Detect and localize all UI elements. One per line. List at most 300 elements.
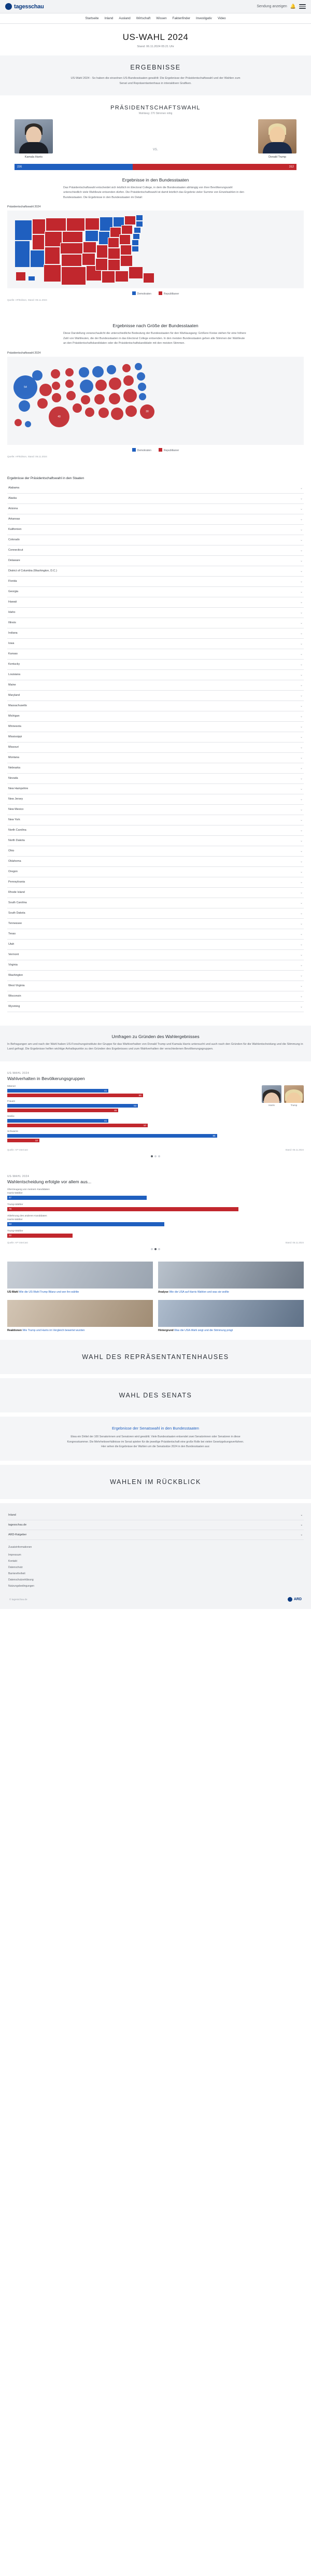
poll2-title: Wahlentscheidung erfolgte vor allem aus... <box>7 1179 92 1184</box>
poll-bar-dem <box>7 1089 108 1093</box>
electoral-vote-bar <box>15 164 296 170</box>
poll2-row-label: Harris-Wähler <box>7 1192 23 1195</box>
nav-item-0[interactable]: Startseite <box>85 17 99 20</box>
state-accordion-item[interactable] <box>7 525 304 535</box>
state-accordion-item[interactable] <box>7 597 304 608</box>
poll-group <box>7 1130 254 1142</box>
vs-label: vs. <box>152 147 159 151</box>
state-name: Arizona <box>8 507 18 511</box>
chevron-down-icon[interactable]: ⌄ <box>300 590 303 594</box>
state-name: Kalifornien <box>8 528 22 531</box>
chevron-down-icon[interactable]: ⌄ <box>300 839 303 843</box>
poll2-bar-rep <box>7 1234 73 1238</box>
chevron-down-icon[interactable]: ⌄ <box>300 507 303 511</box>
footer-item-label: tagesschau.de <box>8 1523 27 1527</box>
state-results-list <box>0 471 311 1021</box>
state-name: Michigan <box>8 715 20 718</box>
state-accordion-item[interactable] <box>7 867 304 877</box>
footer-item[interactable] <box>7 1520 304 1530</box>
state-accordion-item[interactable] <box>7 971 304 981</box>
review-section <box>0 1465 311 1499</box>
state-name: Mississippi <box>8 735 22 739</box>
poll1-source: Quelle: AP VoteCast <box>7 1148 28 1151</box>
footer-sublink[interactable]: Impressum <box>8 1553 21 1557</box>
state-name: Maryland <box>8 694 20 697</box>
state-accordion-item[interactable] <box>7 857 304 867</box>
copyright: © tagesschau.de <box>9 1598 27 1601</box>
map2-source: Quelle: AP/Edison, Stand: 06.11.2024 <box>7 455 47 458</box>
poll-group-label: Männer <box>7 1085 16 1088</box>
chevron-down-icon[interactable]: ⌄ <box>300 932 303 936</box>
nav-item-3[interactable]: Wirtschaft <box>136 17 151 20</box>
teaser-lead: Hintergrund <box>158 1328 174 1332</box>
map1-caption: Präsidentschaftswahl 2024 <box>7 205 41 209</box>
poll2-row <box>7 1192 304 1200</box>
chevron-down-icon[interactable]: ⌄ <box>300 891 303 894</box>
ard-circle-icon <box>288 1597 292 1602</box>
chevron-down-icon[interactable]: ⌄ <box>300 549 303 552</box>
chevron-down-icon[interactable]: ⌄ <box>300 777 303 780</box>
house-title: WAHL DES REPRÄSENTANTENHAUSES <box>82 1353 229 1361</box>
state-name: Colorado <box>8 538 20 542</box>
ard-label: ARD <box>293 1598 302 1602</box>
chevron-down-icon[interactable]: ⌄ <box>300 683 303 687</box>
teaser-text: Wie die US-Wahl Trump Bilanz und wer ihn wählte <box>18 1290 79 1294</box>
state-name: New York <box>8 818 20 822</box>
state-name: Ohio <box>8 849 15 853</box>
footer-item[interactable] <box>7 1510 304 1520</box>
senate-note-text: Etwa ein Drittel der 100 Senatorinnen und Senatoren wird gewählt. Viele Bundesstaaten entsendet zwei Senatorinnen oder Senatoren in diese Kongresskammer. Die Mehrheitsverhältnisse im Senat spielen für die jeweilige Präsidentschaft eine große Rolle bei vielen Gesetzgebungsverfahren. Hier sehen die Ergebnisse der Wahlen um die Senatssitze 2024 in den Bundesstaaten aus: <box>67 1435 244 1449</box>
state-accordion-item[interactable] <box>7 815 304 825</box>
teaser-thumbnail <box>158 1300 304 1327</box>
footer-links[interactable] <box>7 1510 304 1540</box>
state-accordion-item[interactable] <box>7 1002 304 1012</box>
footer-item-label: Inland <box>8 1514 16 1517</box>
house-section <box>0 1340 311 1374</box>
chevron-down-icon[interactable]: ⌄ <box>300 756 303 760</box>
poll-bar-value: 13 <box>35 1139 38 1142</box>
poll1-dot-2[interactable] <box>154 1155 157 1157</box>
state-name: Idaho <box>8 611 16 614</box>
state-name: Minnesota <box>8 725 21 729</box>
poll2-bar-value: 47 <box>9 1196 12 1199</box>
state-name: Vermont <box>8 953 19 957</box>
state-name: Iowa <box>8 642 15 646</box>
teaser-lead: Reaktionen <box>7 1328 22 1332</box>
poll2-row-label: Harris-Wähler <box>7 1218 23 1221</box>
state-accordion-item[interactable] <box>7 888 304 898</box>
state-accordion-item[interactable] <box>7 535 304 545</box>
state-name: Maine <box>8 683 16 687</box>
poll-bar-dem <box>7 1119 108 1123</box>
state-name: Connecticut <box>8 549 23 552</box>
bell-icon[interactable]: 🔔 <box>290 4 296 9</box>
state-accordion-item[interactable] <box>7 608 304 618</box>
footer-sublink[interactable]: Datenschutz <box>8 1566 23 1570</box>
chevron-down-icon[interactable]: ⌄ <box>300 880 303 884</box>
chevron-down-icon[interactable]: ⌄ <box>300 787 303 791</box>
state-accordion-item[interactable] <box>7 836 304 846</box>
poll1-bar-groups <box>7 1085 254 1145</box>
poll-bar-value: 55 <box>138 1094 142 1097</box>
poll1-pagination[interactable] <box>7 1155 304 1157</box>
senate-note-title: Ergebnisse der Senatswahl in den Bundesstaaten <box>111 1426 200 1431</box>
teaser-title[interactable] <box>158 1329 304 1333</box>
bubble-map-section <box>0 315 311 467</box>
state-name: Delaware <box>8 559 20 563</box>
state-name: North Dakota <box>8 839 25 843</box>
state-name: Washington <box>8 974 23 977</box>
trump-name: Donald Trump <box>268 156 286 159</box>
state-name: Nevada <box>8 777 18 780</box>
state-name: New Jersey <box>8 797 23 801</box>
chevron-down-icon[interactable]: ⌄ <box>300 673 303 677</box>
senate-note <box>0 1417 311 1461</box>
footer-sublink[interactable]: Barrierefreiheit <box>8 1572 25 1576</box>
poll-group <box>7 1115 254 1127</box>
poll2-dot-3[interactable] <box>158 1248 160 1250</box>
poll-card-motivation <box>0 1169 311 1257</box>
poll-bar-value: 53 <box>134 1104 137 1107</box>
harris-name: Kamala Harris <box>24 156 43 159</box>
state-accordion-item[interactable] <box>7 680 304 691</box>
state-accordion-item[interactable] <box>7 587 304 597</box>
chevron-down-icon[interactable]: ⌄ <box>300 497 303 500</box>
poll2-bar-rep <box>7 1207 238 1211</box>
poll2-row <box>7 1230 304 1238</box>
state-accordion-item[interactable] <box>7 556 304 566</box>
state-accordion-item[interactable] <box>7 753 304 763</box>
poll1-head-harris <box>262 1085 281 1145</box>
state-accordion-item[interactable] <box>7 618 304 628</box>
chevron-down-icon[interactable]: ⌄ <box>300 963 303 967</box>
state-accordion-item[interactable] <box>7 514 304 525</box>
poll-group-label: Frauen <box>7 1100 16 1103</box>
state-accordion-item[interactable] <box>7 660 304 670</box>
state-name: Kentucky <box>8 663 20 666</box>
results-section <box>0 55 311 95</box>
state-accordion-item[interactable] <box>7 504 304 514</box>
state-name: Louisiana <box>8 673 21 677</box>
polls-heading: Umfragen zu Gründen des Wahlergebnisses <box>111 1033 200 1039</box>
state-accordion-item[interactable] <box>7 670 304 680</box>
chevron-down-icon[interactable]: ⌄ <box>300 808 303 811</box>
poll1-candidate-heads <box>259 1085 304 1145</box>
choropleth-map[interactable] <box>7 211 304 288</box>
state-name: New Mexico <box>8 808 24 811</box>
nav-item-7[interactable]: Video <box>217 17 226 20</box>
chevron-down-icon[interactable]: ⌄ <box>300 912 303 915</box>
legend-rep: Republikaner <box>159 291 179 296</box>
nav-item-5[interactable]: Faktenfinder <box>172 17 190 20</box>
poll2-dot-1[interactable] <box>151 1248 153 1250</box>
poll-bar-rep <box>7 1124 148 1127</box>
map1-heading: Ergebnisse in den Bundesstaaten <box>122 177 189 183</box>
state-name: Arkansas <box>8 517 20 521</box>
state-accordion-item[interactable] <box>7 908 304 919</box>
poll1-title: Wahlverhalten in Bevölkerungsgruppen <box>7 1075 85 1081</box>
page-title: US-WAHL 2024 <box>122 32 189 42</box>
footer-item-label: ARD-Ratgeber <box>8 1533 27 1537</box>
nav-item-4[interactable]: Wissen <box>156 17 167 20</box>
chevron-down-icon[interactable]: ⌄ <box>300 766 303 770</box>
poll-bar-value: 85 <box>213 1134 216 1137</box>
chevron-down-icon[interactable]: ⌄ <box>300 538 303 542</box>
state-accordion-item[interactable] <box>7 763 304 774</box>
poll-group <box>7 1085 254 1097</box>
chevron-down-icon[interactable]: ⌄ <box>300 663 303 666</box>
state-name: Pennsylvania <box>8 880 25 884</box>
teaser-lead: US-Wahl <box>7 1290 19 1294</box>
chevron-down-icon[interactable]: ⌄ <box>300 600 303 604</box>
electoral-rep-bar: 312 <box>133 164 296 170</box>
poll2-bar-value: 78 <box>9 1207 12 1210</box>
state-name: Wisconsin <box>8 995 21 998</box>
top-bar <box>0 0 311 13</box>
live-label[interactable]: Sendung anzeigen <box>257 5 287 8</box>
teaser-thumbnail <box>158 1262 304 1289</box>
chevron-down-icon[interactable]: ⌄ <box>300 715 303 718</box>
chevron-down-icon[interactable]: ⌄ <box>300 1533 303 1537</box>
state-name: Hawaii <box>8 600 17 604</box>
candidate-duel <box>7 119 304 159</box>
chevron-down-icon[interactable]: ⌄ <box>300 725 303 729</box>
state-accordion-item[interactable] <box>7 825 304 836</box>
state-accordion-item[interactable] <box>7 722 304 732</box>
chevron-down-icon[interactable]: ⌄ <box>300 694 303 697</box>
menu-icon[interactable] <box>299 4 306 9</box>
teaser-card[interactable] <box>158 1262 304 1295</box>
state-accordion-item[interactable] <box>7 483 304 494</box>
senate-title: WAHL DES SENATS <box>119 1392 192 1399</box>
chevron-down-icon[interactable]: ⌄ <box>300 1514 303 1517</box>
state-accordion-item[interactable] <box>7 743 304 753</box>
chevron-down-icon[interactable]: ⌄ <box>300 922 303 926</box>
state-name: Kansas <box>8 652 18 656</box>
map1-paragraph: Das Präsidentschaftswahl entscheidet sich letztlich im Electoral College, in dem die Bundesstaaten abhängig von ihrer Bevölkerungszahl unterschiedlich viele Wahlleute entsenden dürfen. Die Präsidentschaftswahl ist damit letztlich das Ergebnis vieler Summe von Einzelwahlen in den Bundesstaaten. Die Ergebnisse in den Bundesstaaten im Detail: <box>63 186 244 199</box>
state-name: New Hampshire <box>8 787 29 791</box>
map2-paragraph: Diese Darstellung veranschaulicht die unterschiedliche Bedeutung der Bundesstaaten für den Wahlausgang: Größere Kreise stehen für eine höhere Zahl von Wahlleuten, die der Bundesstaaten in das Electoral College entsenden. In den meisten Bundesstaaten gehen alle Stimmen der Wahlleute an den Präsidentschaftskandidaten oder die Präsidentschaftskandidatin mit den meisten Stimmen. <box>63 332 246 345</box>
polls-intro: In Befragungen am und nach der Wahl haben US-Forschungsinstitute der Gruppe für das Wahlverhalten von Donald Trump und Kamala Harris untersucht und auch nach den Gründen für die Wahlentscheidung und die Stimmung in Land gefragt. Die Ergebnisse helfen wichtige Anhaltspunkte zu den Gründen des Ergebnisses und zum Wahlverhalten der verschiedenen Bevölkerungsgruppen. <box>7 1042 303 1051</box>
state-accordion-item[interactable] <box>7 628 304 639</box>
results-intro: US-Wahl 2024 - So haben die einzelnen US-Bundesstaaten gewählt: Die Ergebnisse der Präsidentschaftswahl und der Wahlen zum Senat und Repräsentantenhaus in interaktiven Grafiken. <box>70 77 241 85</box>
poll-bar-rep <box>7 1109 118 1112</box>
state-name: Indiana <box>8 632 18 635</box>
poll-group-label: Weiße <box>7 1115 15 1118</box>
electoral-dem-bar: 226 <box>15 164 133 170</box>
chevron-down-icon[interactable]: ⌄ <box>300 642 303 646</box>
poll2-row-label: Trump-Wähler <box>7 1203 23 1206</box>
polls-section <box>0 1026 311 1061</box>
state-name: Rhode Island <box>8 891 25 894</box>
chevron-down-icon[interactable]: ⌄ <box>300 943 303 946</box>
state-accordion-item[interactable] <box>7 846 304 857</box>
state-accordion-item[interactable] <box>7 794 304 805</box>
state-accordion-item[interactable] <box>7 960 304 971</box>
chevron-down-icon[interactable]: ⌄ <box>300 735 303 739</box>
chevron-down-icon[interactable]: ⌄ <box>300 829 303 832</box>
main-nav[interactable] <box>0 13 311 24</box>
chevron-down-icon[interactable]: ⌄ <box>300 901 303 905</box>
chevron-down-icon[interactable]: ⌄ <box>300 870 303 874</box>
state-name: Montana <box>8 756 19 760</box>
poll-bar-value: 41 <box>104 1119 107 1122</box>
state-accordion-item[interactable] <box>7 774 304 784</box>
poll1-stand: Stand: 06.11.2024 <box>285 1148 304 1151</box>
harris-photo <box>15 119 53 153</box>
page-hero <box>0 24 311 55</box>
nav-item-2[interactable]: Ausland <box>119 17 131 20</box>
nav-item-6[interactable]: Investigativ <box>195 17 212 20</box>
state-accordion-item[interactable] <box>7 649 304 660</box>
poll-bar-dem <box>7 1134 217 1138</box>
poll-group-label: Schwarze <box>7 1130 19 1133</box>
poll-group <box>7 1100 254 1112</box>
chevron-down-icon[interactable]: ⌄ <box>300 569 303 573</box>
state-accordion-item[interactable] <box>7 577 304 587</box>
chevron-down-icon[interactable]: ⌄ <box>300 632 303 635</box>
chevron-down-icon[interactable]: ⌄ <box>300 528 303 531</box>
legend-dem: Demokraten <box>132 291 151 296</box>
chevron-down-icon[interactable]: ⌄ <box>300 621 303 625</box>
state-name: Tennessee <box>8 922 22 926</box>
trump-photo <box>258 119 296 153</box>
chevron-down-icon[interactable]: ⌄ <box>300 704 303 708</box>
state-accordion-item[interactable] <box>7 991 304 1002</box>
chevron-down-icon[interactable]: ⌄ <box>300 1523 303 1527</box>
state-accordion-item[interactable] <box>7 701 304 711</box>
poll2-bar-rows <box>7 1188 304 1238</box>
state-accordion-item[interactable] <box>7 940 304 950</box>
poll2-source: Quelle: AP VoteCast <box>7 1241 28 1244</box>
map1-source: Quelle: AP/Edison, Stand: 06.11.2024 <box>7 299 47 302</box>
state-accordion-item[interactable] <box>7 494 304 504</box>
state-name: Virginia <box>8 963 18 967</box>
page-footer <box>0 1503 311 1609</box>
chevron-down-icon[interactable]: ⌄ <box>300 818 303 822</box>
poll2-bar-dem <box>7 1222 164 1226</box>
state-accordion-item[interactable] <box>7 929 304 940</box>
teaser-card[interactable] <box>158 1300 304 1333</box>
state-accordion-item[interactable] <box>7 639 304 649</box>
state-accordion-item[interactable] <box>7 981 304 991</box>
poll1-head-trump <box>284 1085 304 1145</box>
chevron-down-icon[interactable]: ⌄ <box>300 974 303 977</box>
state-accordion-item[interactable] <box>7 950 304 960</box>
chevron-down-icon[interactable]: ⌄ <box>300 611 303 614</box>
top-bar-actions[interactable] <box>257 4 306 9</box>
teaser-card[interactable] <box>7 1262 153 1295</box>
state-accordion-item[interactable] <box>7 732 304 743</box>
chevron-down-icon[interactable]: ⌄ <box>300 746 303 749</box>
poll2-kicker: US-WAHL 2024 <box>7 1174 30 1178</box>
state-name: Wyoming <box>8 1005 20 1009</box>
state-name: West Virginia <box>8 984 25 988</box>
state-accordion-item[interactable] <box>7 805 304 815</box>
state-accordion[interactable] <box>7 483 304 1012</box>
poll2-bar-value: 53 <box>9 1222 12 1225</box>
chevron-down-icon[interactable]: ⌄ <box>300 652 303 656</box>
map1-legend <box>7 291 304 296</box>
page-timestamp: Stand: 06.11.2024 05:21 Uhr <box>137 45 174 48</box>
brand-area[interactable] <box>5 3 44 10</box>
teaser-lead: Analyse <box>158 1290 168 1294</box>
chevron-down-icon[interactable]: ⌄ <box>300 984 303 988</box>
poll2-pagination[interactable] <box>7 1248 304 1250</box>
chevron-down-icon[interactable]: ⌄ <box>300 995 303 998</box>
poll1-name-trump: Trump <box>290 1103 298 1107</box>
presidential-section <box>0 100 311 311</box>
poll1-dot-3[interactable] <box>158 1155 160 1157</box>
senate-section <box>0 1378 311 1412</box>
poll2-bar-value: 22 <box>9 1234 12 1237</box>
teaser-title[interactable] <box>7 1329 153 1333</box>
ard-logo <box>288 1597 302 1602</box>
state-accordion-item[interactable] <box>7 919 304 929</box>
state-name: District of Columbia (Washington, D.C.) <box>8 569 57 573</box>
footer-sublink[interactable]: Datenschutzerklärung <box>8 1578 34 1582</box>
poll2-section-label: Ablehnung des anderen Kandidaten <box>7 1214 47 1217</box>
teaser-text: Was die USA-Wahl zeigt und die Stimmung prägt <box>173 1328 233 1332</box>
poll2-dot-2[interactable] <box>154 1248 157 1250</box>
state-name: Nebraska <box>8 766 21 770</box>
state-accordion-item[interactable] <box>7 898 304 908</box>
footer-sublinks[interactable] <box>8 1550 303 1591</box>
teaser-title[interactable] <box>158 1291 304 1295</box>
teaser-title[interactable] <box>7 1291 153 1295</box>
chevron-down-icon[interactable]: ⌄ <box>300 797 303 801</box>
state-accordion-item[interactable] <box>7 877 304 888</box>
bubble-map[interactable]: 54 40 30 <box>7 357 304 445</box>
footer-sublink[interactable]: Kontakt <box>8 1560 17 1563</box>
footer-sublink[interactable]: Nutzungsbedingungen <box>8 1585 35 1588</box>
state-accordion-item[interactable] <box>7 691 304 701</box>
state-accordion-item[interactable] <box>7 711 304 722</box>
poll2-row-label: Trump-Wähler <box>7 1229 23 1233</box>
chevron-down-icon[interactable]: ⌄ <box>300 559 303 563</box>
state-results-map-block <box>7 177 304 301</box>
state-accordion-item[interactable] <box>7 545 304 556</box>
chevron-down-icon[interactable]: ⌄ <box>300 580 303 583</box>
chevron-down-icon[interactable]: ⌄ <box>300 849 303 853</box>
chevron-down-icon[interactable]: ⌄ <box>300 486 303 490</box>
state-name: Oklahoma <box>8 860 21 863</box>
footer-item[interactable] <box>7 1530 304 1540</box>
tagesschau-logo[interactable] <box>5 3 44 10</box>
poll2-row <box>7 1219 304 1226</box>
logo-text: tagesschau <box>14 3 44 10</box>
teaser-card[interactable] <box>7 1300 153 1333</box>
state-accordion-item[interactable] <box>7 566 304 577</box>
candidate-democrat <box>15 119 53 159</box>
map2-caption: Präsidentschaftswahl 2024 <box>7 351 41 355</box>
state-accordion-item[interactable] <box>7 784 304 794</box>
chevron-down-icon[interactable]: ⌄ <box>300 860 303 863</box>
chevron-down-icon[interactable]: ⌄ <box>300 953 303 957</box>
nav-item-1[interactable]: Inland <box>104 17 114 20</box>
teaser-grid[interactable] <box>0 1262 311 1340</box>
state-name: South Carolina <box>8 901 27 905</box>
poll2-section-label: Überzeugung von meinem Kandidaten <box>7 1188 50 1191</box>
state-name: Massachusetts <box>8 704 27 708</box>
chevron-down-icon[interactable]: ⌄ <box>300 517 303 521</box>
legend2-rep: Republikaner <box>159 448 179 452</box>
chevron-down-icon[interactable]: ⌄ <box>300 1005 303 1009</box>
poll1-dot-1[interactable] <box>151 1155 153 1157</box>
poll-bar-value: 57 <box>144 1124 147 1127</box>
state-name: North Carolina <box>8 829 26 832</box>
legend2-dem: Demokraten <box>132 448 151 452</box>
